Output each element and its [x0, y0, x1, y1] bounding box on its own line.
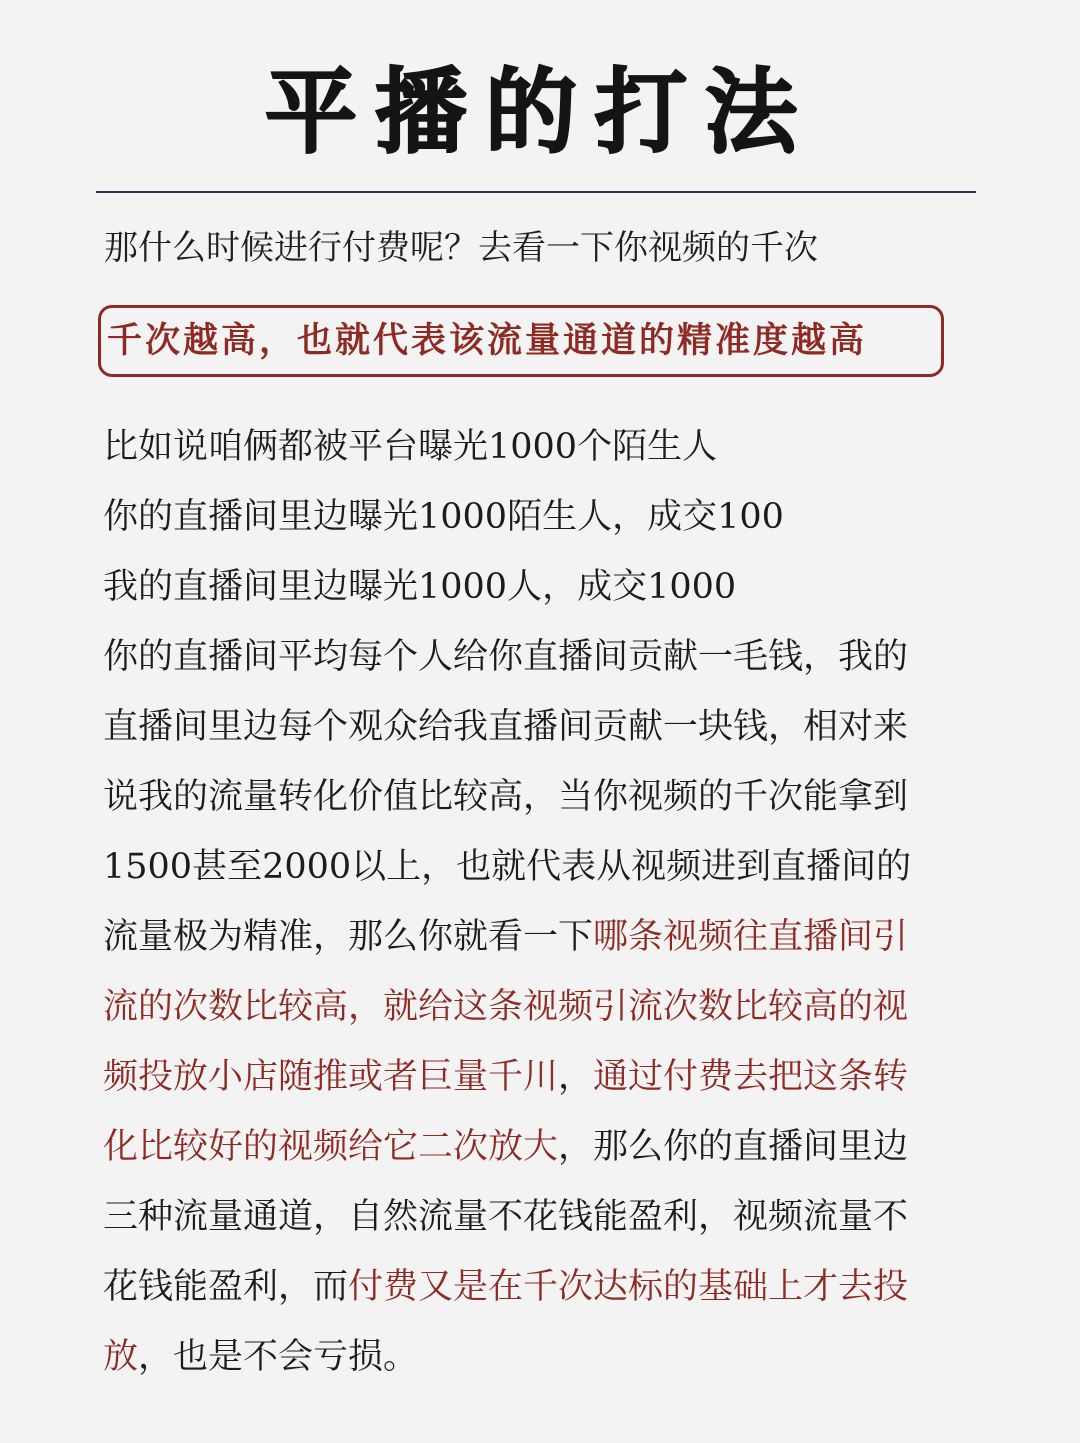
- body-line: 三种流量通道，自然流量不花钱能盈利，视频流量不: [103, 1197, 909, 1237]
- body-line: [103, 1322, 973, 1392]
- body-line: [103, 1252, 973, 1322]
- body-line: [103, 1112, 973, 1182]
- emphasis-segment: 频投放小店随推或者巨量千川: [103, 1057, 559, 1097]
- emphasis-line: 流的次数比较高，就给这条视频引流次数比较高的视: [103, 987, 909, 1027]
- emphasis-segment: 付费又是在千次达标的基础上才去投: [348, 1267, 909, 1307]
- body-segment: 流量极为精准，那么你就看一下: [103, 917, 594, 957]
- body-segment: ，: [558, 1057, 594, 1097]
- emphasis-segment: 哪条视频往直播间引: [593, 917, 909, 957]
- body-segment: ，那么你的直播间里边: [558, 1127, 909, 1167]
- body-text: [103, 412, 973, 1392]
- title-divider: [96, 191, 976, 193]
- body-line: [103, 902, 973, 972]
- body-line: 说我的流量转化价值比较高，当你视频的千次能拿到: [103, 777, 909, 817]
- body-line: 1500甚至2000以上，也就代表从视频进到直播间的: [103, 847, 912, 887]
- emphasis-segment: 放: [103, 1337, 139, 1377]
- intro-text: 那什么时候进行付费呢？去看一下你视频的千次: [104, 228, 818, 268]
- body-segment: 花钱能盈利，而: [103, 1267, 349, 1307]
- body-line: 直播间里边每个观众给我直播间贡献一块钱，相对来: [103, 707, 909, 747]
- highlight-text: 千次越高，也就代表该流量通道的精准度越高: [107, 320, 868, 361]
- body-line: 我的直播间里边曝光1000人，成交1000: [103, 567, 737, 607]
- body-line: 比如说咱俩都被平台曝光1000个陌生人: [103, 427, 718, 467]
- body-segment: ，也是不会亏损。: [138, 1337, 419, 1377]
- body-line: [103, 1042, 973, 1112]
- body-line: 你的直播间里边曝光1000陌生人，成交100: [103, 497, 784, 537]
- emphasis-segment: 通过付费去把这条转: [593, 1057, 909, 1097]
- page-title: 平播的打法: [264, 59, 815, 166]
- emphasis-segment: 化比较好的视频给它二次放大: [103, 1127, 559, 1167]
- body-line: 你的直播间平均每个人给你直播间贡献一毛钱，我的: [103, 637, 909, 677]
- highlight-box: [98, 305, 944, 377]
